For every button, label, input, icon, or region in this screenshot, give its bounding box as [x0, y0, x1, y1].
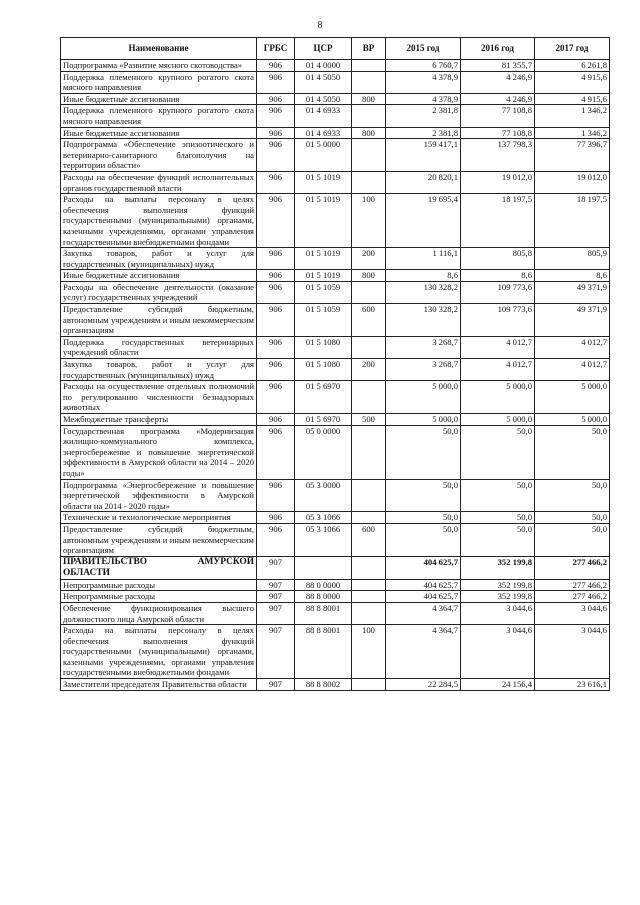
table-row — [61, 381, 610, 414]
row-value-2016: 5 000,0 — [461, 414, 535, 426]
table-row — [61, 625, 610, 679]
row-name: Непрограммные расходы — [61, 579, 257, 591]
row-name: Государственная программа «Модернизация жилищно-коммунального комплекса, энергосбережение и повышение энергетической эффективности в Амурской области на 2014 – 2020 годы» — [61, 425, 257, 479]
table-body — [61, 60, 610, 691]
row-value-2015: 50,0 — [386, 479, 461, 512]
table-row — [61, 414, 610, 426]
row-vr: 800 — [352, 93, 386, 105]
row-value-2015: 404 625,7 — [386, 579, 461, 591]
row-value-2015: 20 820,1 — [386, 171, 461, 193]
row-name: Межбюджетные трансферты — [61, 414, 257, 426]
row-vr — [352, 336, 386, 358]
row-value-2015: 22 284,5 — [386, 679, 461, 691]
row-name: Технические и технологические мероприятия — [61, 512, 257, 524]
table-row — [61, 304, 610, 337]
row-grbs: 906 — [257, 523, 295, 556]
row-name: Заместители председателя Правительства области — [61, 679, 257, 691]
row-vr: 100 — [352, 194, 386, 248]
row-value-2015: 19 695,4 — [386, 194, 461, 248]
row-value-2017: 49 371,9 — [535, 281, 610, 303]
row-grbs: 907 — [257, 579, 295, 591]
table-row — [61, 591, 610, 603]
row-vr: 200 — [352, 359, 386, 381]
row-csr: 01 5 1080 — [295, 359, 352, 381]
row-value-2016: 77 108,8 — [461, 127, 535, 139]
row-value-2015: 130 328,2 — [386, 304, 461, 337]
row-value-2017: 4 012,7 — [535, 336, 610, 358]
row-value-2017: 8,6 — [535, 270, 610, 282]
page-number: 8 — [317, 20, 323, 31]
table-row — [61, 556, 610, 579]
row-grbs: 906 — [257, 281, 295, 303]
row-value-2016: 50,0 — [461, 523, 535, 556]
table-row — [61, 425, 610, 479]
row-value-2015: 50,0 — [386, 512, 461, 524]
header-2015: 2015 год — [386, 38, 461, 60]
row-name: Расходы на обеспечение функций исполнительных органов государственной власти — [61, 171, 257, 193]
row-vr — [352, 281, 386, 303]
row-csr: 01 5 1019 — [295, 248, 352, 270]
table-row — [61, 523, 610, 556]
row-vr — [352, 139, 386, 172]
row-grbs: 906 — [257, 381, 295, 414]
row-value-2015: 5 000,0 — [386, 414, 461, 426]
row-value-2016: 24 156,4 — [461, 679, 535, 691]
row-name: Расходы на осуществление отдельных полномочий по регулированию численности безнадзорных животных — [61, 381, 257, 414]
row-csr: 05 3 1066 — [295, 523, 352, 556]
row-value-2015: 404 625,7 — [386, 556, 461, 579]
row-grbs: 906 — [257, 194, 295, 248]
table-row — [61, 71, 610, 93]
row-value-2015: 50,0 — [386, 523, 461, 556]
row-grbs: 906 — [257, 248, 295, 270]
row-vr: 500 — [352, 414, 386, 426]
row-vr — [352, 71, 386, 93]
table-row — [61, 105, 610, 127]
row-value-2017: 5 000,0 — [535, 414, 610, 426]
row-vr: 800 — [352, 127, 386, 139]
row-grbs: 906 — [257, 60, 295, 72]
row-value-2017: 4 915,6 — [535, 93, 610, 105]
row-value-2016: 109 773,6 — [461, 304, 535, 337]
row-vr — [352, 381, 386, 414]
row-csr: 01 4 0000 — [295, 60, 352, 72]
row-grbs: 907 — [257, 602, 295, 624]
row-value-2017: 3 044,6 — [535, 625, 610, 679]
row-csr: 05 3 1066 — [295, 512, 352, 524]
row-csr: 88 8 8001 — [295, 602, 352, 624]
row-value-2015: 2 381,8 — [386, 105, 461, 127]
row-vr: 600 — [352, 523, 386, 556]
row-value-2016: 77 108,8 — [461, 105, 535, 127]
row-value-2016: 19 012,0 — [461, 171, 535, 193]
row-grbs: 906 — [257, 139, 295, 172]
row-grbs: 907 — [257, 556, 295, 579]
table-row — [61, 93, 610, 105]
row-name: Иные бюджетные ассигнования — [61, 270, 257, 282]
row-vr — [352, 105, 386, 127]
row-value-2016: 8,6 — [461, 270, 535, 282]
row-value-2015: 404 625,7 — [386, 591, 461, 603]
row-grbs: 906 — [257, 425, 295, 479]
row-csr: 01 5 6970 — [295, 381, 352, 414]
table-row — [61, 139, 610, 172]
row-value-2016: 81 355,7 — [461, 60, 535, 72]
table-row — [61, 281, 610, 303]
row-value-2017: 805,9 — [535, 248, 610, 270]
table-row — [61, 512, 610, 524]
row-value-2015: 5 000,0 — [386, 381, 461, 414]
table-row — [61, 602, 610, 624]
row-value-2016: 352 199,8 — [461, 591, 535, 603]
row-vr — [352, 556, 386, 579]
row-csr: 01 4 6933 — [295, 105, 352, 127]
row-value-2015: 2 381,8 — [386, 127, 461, 139]
row-value-2017: 277 466,2 — [535, 591, 610, 603]
row-name: Поддержка племенного крупного рогатого скота мясного направления — [61, 105, 257, 127]
row-value-2016: 3 044,6 — [461, 602, 535, 624]
row-csr: 01 5 1080 — [295, 336, 352, 358]
row-name: Предоставление субсидий бюджетным, автономным учреждениям и иным некоммерческим организациям — [61, 523, 257, 556]
row-value-2017: 4 012,7 — [535, 359, 610, 381]
row-grbs: 906 — [257, 336, 295, 358]
row-grbs: 906 — [257, 71, 295, 93]
row-grbs: 906 — [257, 359, 295, 381]
row-csr: 01 5 1059 — [295, 281, 352, 303]
row-name: Расходы на обеспечение деятельности (оказание услуг) государственных учреждений — [61, 281, 257, 303]
row-csr: 05 0 0000 — [295, 425, 352, 479]
row-value-2016: 109 773,6 — [461, 281, 535, 303]
table-row — [61, 579, 610, 591]
row-csr: 01 5 1059 — [295, 304, 352, 337]
table-row — [61, 127, 610, 139]
row-name: Обеспечение функционирования высшего должностного лица Амурской области — [61, 602, 257, 624]
row-value-2017: 1 346,2 — [535, 105, 610, 127]
row-name: Расходы на выплаты персоналу в целях обеспечения выполнения функций государственными (муниципальными) органами, казенными учреждениями, органами управления государственными внебюджетными фондами — [61, 194, 257, 248]
row-vr: 100 — [352, 625, 386, 679]
row-grbs: 906 — [257, 270, 295, 282]
header-2017: 2017 год — [535, 38, 610, 60]
row-name: Подпрограмма «Обеспечение эпизоотического и ветеринарно-санитарного благополучия на территории области» — [61, 139, 257, 172]
table-row — [61, 359, 610, 381]
row-value-2015: 50,0 — [386, 425, 461, 479]
row-csr: 88 8 0000 — [295, 591, 352, 603]
row-vr — [352, 425, 386, 479]
table-row — [61, 171, 610, 193]
row-vr — [352, 512, 386, 524]
row-grbs: 907 — [257, 591, 295, 603]
row-vr: 800 — [352, 270, 386, 282]
row-grbs: 906 — [257, 127, 295, 139]
table-row — [61, 336, 610, 358]
row-grbs: 906 — [257, 512, 295, 524]
row-value-2017: 77 396,7 — [535, 139, 610, 172]
row-value-2016: 352 199,8 — [461, 556, 535, 579]
row-grbs: 906 — [257, 479, 295, 512]
row-name: ПРАВИТЕЛЬСТВО АМУРСКОЙ ОБЛАСТИ — [61, 556, 257, 579]
row-name: Подпрограмма «Развитие мясного скотоводства» — [61, 60, 257, 72]
row-csr: 01 4 6933 — [295, 127, 352, 139]
row-name: Расходы на выплаты персоналу в целях обеспечения выполнения функций государственными (муниципальными) органами, казенными учреждениями, органами управления государственными внебюджетными фондами — [61, 625, 257, 679]
row-value-2016: 805,8 — [461, 248, 535, 270]
row-value-2017: 49 371,9 — [535, 304, 610, 337]
row-value-2017: 50,0 — [535, 512, 610, 524]
row-value-2016: 3 044,6 — [461, 625, 535, 679]
row-value-2015: 159 417,1 — [386, 139, 461, 172]
row-csr: 88 0 0000 — [295, 579, 352, 591]
row-value-2016: 50,0 — [461, 425, 535, 479]
table-row — [61, 248, 610, 270]
row-csr: 01 5 6970 — [295, 414, 352, 426]
row-vr — [352, 591, 386, 603]
row-value-2017: 50,0 — [535, 523, 610, 556]
row-grbs: 907 — [257, 679, 295, 691]
row-value-2016: 18 197,5 — [461, 194, 535, 248]
row-grbs: 906 — [257, 105, 295, 127]
row-vr — [352, 579, 386, 591]
row-value-2017: 3 044,6 — [535, 602, 610, 624]
row-csr: 01 5 1019 — [295, 194, 352, 248]
row-value-2015: 3 268,7 — [386, 359, 461, 381]
row-value-2016: 352 199,8 — [461, 579, 535, 591]
row-value-2015: 4 364,7 — [386, 625, 461, 679]
row-vr: 200 — [352, 248, 386, 270]
row-csr: 05 3 0000 — [295, 479, 352, 512]
row-name: Подпрограмма «Энергосбережение и повышение энергетической эффективности в Амурской области на 2014 - 2020 годы» — [61, 479, 257, 512]
row-value-2016: 4 246,9 — [461, 71, 535, 93]
row-vr — [352, 679, 386, 691]
row-grbs: 907 — [257, 625, 295, 679]
row-csr: 01 4 5050 — [295, 71, 352, 93]
row-value-2017: 50,0 — [535, 425, 610, 479]
row-value-2016: 5 000,0 — [461, 381, 535, 414]
table-row — [61, 270, 610, 282]
row-csr: 88 8 8002 — [295, 679, 352, 691]
row-value-2016: 50,0 — [461, 479, 535, 512]
header-grbs: ГРБС — [257, 38, 295, 60]
row-value-2017: 5 000,0 — [535, 381, 610, 414]
row-name: Предоставление субсидий бюджетным, автономным учреждениям и иным некоммерческим организациям — [61, 304, 257, 337]
table-row — [61, 679, 610, 691]
row-csr: 88 8 8001 — [295, 625, 352, 679]
row-name: Поддержка племенного крупного рогатого скота мясного направления — [61, 71, 257, 93]
row-csr: 01 5 0000 — [295, 139, 352, 172]
row-value-2017: 277 466,2 — [535, 579, 610, 591]
row-vr: 600 — [352, 304, 386, 337]
table-row — [61, 479, 610, 512]
table-row — [61, 60, 610, 72]
row-value-2015: 130 328,2 — [386, 281, 461, 303]
row-value-2015: 1 116,1 — [386, 248, 461, 270]
header-name: Наименование — [61, 38, 257, 60]
header-vr: ВР — [352, 38, 386, 60]
row-value-2017: 18 197,5 — [535, 194, 610, 248]
row-vr — [352, 602, 386, 624]
row-name: Закупка товаров, работ и услуг для государственных (муниципальных) нужд — [61, 359, 257, 381]
row-vr — [352, 171, 386, 193]
row-vr — [352, 60, 386, 72]
row-csr: 01 5 1019 — [295, 270, 352, 282]
row-csr: 01 5 1019 — [295, 171, 352, 193]
row-value-2015: 4 378,9 — [386, 71, 461, 93]
row-name: Иные бюджетные ассигнования — [61, 127, 257, 139]
row-value-2017: 23 616,1 — [535, 679, 610, 691]
row-value-2015: 6 760,7 — [386, 60, 461, 72]
header-2016: 2016 год — [461, 38, 535, 60]
row-value-2017: 6 261,8 — [535, 60, 610, 72]
row-value-2017: 4 915,6 — [535, 71, 610, 93]
row-value-2016: 137 798,3 — [461, 139, 535, 172]
row-grbs: 906 — [257, 414, 295, 426]
row-name: Поддержка государственных ветеринарных учреждений области — [61, 336, 257, 358]
budget-table — [60, 37, 610, 691]
row-value-2016: 4 246,9 — [461, 93, 535, 105]
row-name: Закупка товаров, работ и услуг для государственных (муниципальных) нужд — [61, 248, 257, 270]
row-grbs: 906 — [257, 171, 295, 193]
row-value-2017: 277 466,2 — [535, 556, 610, 579]
row-grbs: 906 — [257, 93, 295, 105]
row-value-2016: 4 012,7 — [461, 336, 535, 358]
row-value-2017: 1 346,2 — [535, 127, 610, 139]
row-grbs: 906 — [257, 304, 295, 337]
row-value-2016: 50,0 — [461, 512, 535, 524]
row-csr: 01 4 5050 — [295, 93, 352, 105]
table-row — [61, 194, 610, 248]
row-vr — [352, 479, 386, 512]
row-name: Непрограммные расходы — [61, 591, 257, 603]
row-value-2015: 4 364,7 — [386, 602, 461, 624]
table-header-row — [61, 38, 610, 60]
row-value-2017: 50,0 — [535, 479, 610, 512]
row-csr — [295, 556, 352, 579]
row-value-2015: 3 268,7 — [386, 336, 461, 358]
row-value-2017: 19 012,0 — [535, 171, 610, 193]
row-value-2015: 8,6 — [386, 270, 461, 282]
row-name: Иные бюджетные ассигнования — [61, 93, 257, 105]
header-csr: ЦСР — [295, 38, 352, 60]
row-value-2016: 4 012,7 — [461, 359, 535, 381]
row-value-2015: 4 378,9 — [386, 93, 461, 105]
